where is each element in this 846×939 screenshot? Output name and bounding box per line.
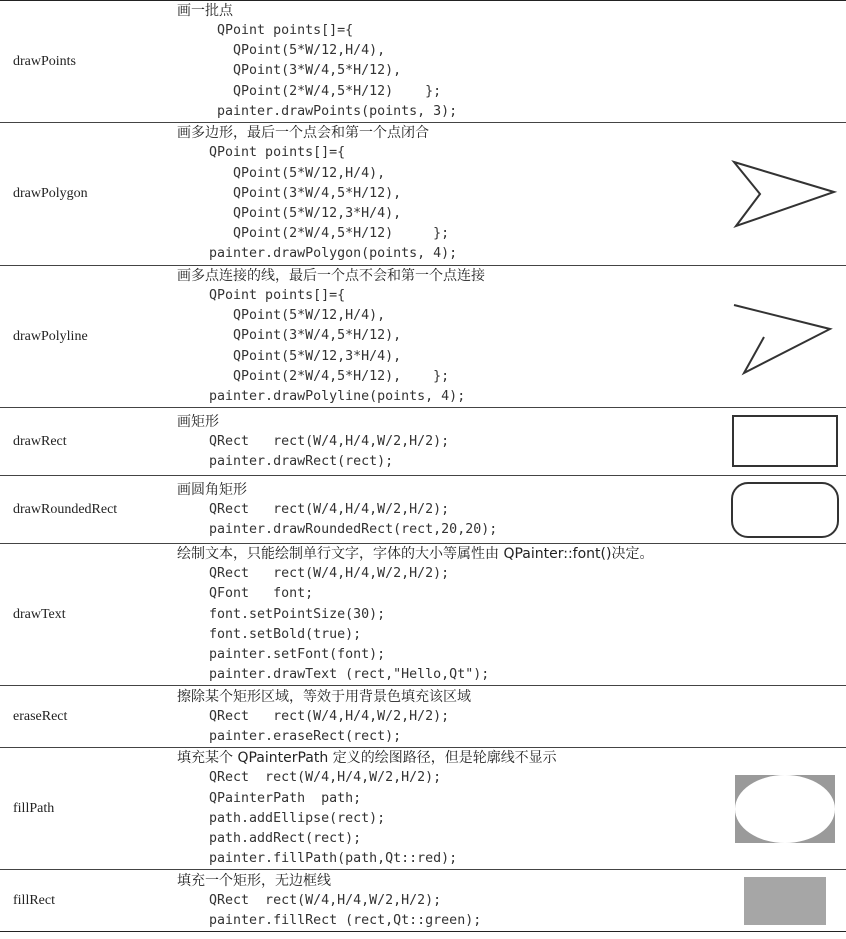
figure-cell (724, 266, 846, 408)
rect-figure (730, 412, 840, 472)
method-title: 擦除某个矩形区域，等效于用背景色填充该区域 (177, 688, 471, 705)
code-snippet: QRect rect(W/4,H/4,W/2,H/2); QPainterPath path; path.addEllipse(rect); path.addRect(rect); painter.fillPath(path,Qt::red); (209, 770, 458, 867)
method-title: 填充某个 QPainterPath 定义的绘图路径，但是轮廓线不显示 (177, 750, 557, 767)
method-name: eraseRect (13, 708, 68, 724)
table-row (0, 544, 846, 686)
method-name: drawText (13, 606, 66, 622)
method-description (165, 870, 724, 932)
code-snippet: QPoint points[]={ QPoint(5*W/12,H/4), QPoint(3*W/4,5*H/12), QPoint(5*W/12,3*H/4), QPoint(2*W/4,5*H/12), }; painter.drawPolyline(points, 4); (209, 288, 466, 405)
polygon-figure (730, 154, 840, 234)
method-description (165, 686, 724, 748)
rounded-rect-figure (729, 479, 841, 541)
code-snippet: QRect rect(W/4,H/4,W/2,H/2); painter.eraseRect(rect); (209, 708, 450, 744)
figure-cell (724, 408, 846, 476)
table-row (0, 1, 846, 123)
method-name: fillPath (13, 800, 55, 816)
code-snippet: QRect rect(W/4,H/4,W/2,H/2); QFont font; font.setPointSize(30); font.setBold(true); painter.setFont(font); painter.drawText (rect,"Hello,Qt"); (209, 566, 490, 683)
table-row (0, 686, 846, 748)
fill-path-figure (735, 775, 835, 843)
code-snippet: QRect rect(W/4,H/4,W/2,H/2); painter.drawRoundedRect(rect,20,20); (209, 501, 498, 537)
fill-rect-figure (744, 877, 826, 925)
figure-cell (724, 544, 846, 686)
table-row (0, 870, 846, 932)
method-title: 填充一个矩形，无边框线 (177, 872, 331, 889)
table-row (0, 123, 846, 266)
method-name: drawPolyline (13, 328, 88, 344)
figure-cell (724, 123, 846, 266)
figure-cell (724, 686, 846, 748)
code-snippet: QPoint points[]={ QPoint(5*W/12,H/4), QPoint(3*W/4,5*H/12), QPoint(5*W/12,3*H/4), QPoint(2*W/4,5*H/12) }; painter.drawPolygon(points, 4); (209, 145, 458, 262)
code-snippet: QPoint points[]={ QPoint(5*W/12,H/4), QPoint(3*W/4,5*H/12), QPoint(2*W/4,5*H/12) }; painter.drawPoints(points, 3); (217, 23, 458, 119)
table-row (0, 408, 846, 476)
table-row (0, 266, 846, 408)
figure-cell (724, 870, 846, 932)
polyline-figure (730, 297, 840, 377)
method-description (165, 748, 724, 870)
method-name: fillRect (13, 892, 55, 908)
method-description (165, 266, 724, 408)
method-name: drawRoundedRect (13, 501, 118, 517)
method-description (165, 1, 724, 123)
method-title: 画矩形 (177, 413, 219, 430)
figure-cell (724, 476, 846, 544)
method-description (165, 476, 724, 544)
method-title: 绘制文本，只能绘制单行文字，字体的大小等属性由 QPainter::font()决定。 (177, 546, 654, 563)
table-row (0, 476, 846, 544)
table-row (0, 748, 846, 870)
method-title: 画圆角矩形 (177, 481, 247, 498)
code-snippet: QRect rect(W/4,H/4,W/2,H/2); painter.fillRect (rect,Qt::green); (209, 892, 482, 928)
method-title: 画多点连接的线，最后一个点不会和第一个点连接 (177, 268, 485, 285)
method-title: 画一批点 (177, 3, 233, 19)
method-description (165, 544, 724, 686)
method-name: drawPolygon (13, 186, 88, 202)
method-description (165, 408, 724, 476)
code-snippet: QRect rect(W/4,H/4,W/2,H/2); painter.drawRect(rect); (209, 433, 450, 469)
figure-cell (724, 748, 846, 870)
method-description (165, 123, 724, 266)
figure-cell (724, 1, 846, 123)
method-name: drawPoints (13, 53, 76, 69)
method-title: 画多边形，最后一个点会和第一个点闭合 (177, 125, 429, 142)
method-name: drawRect (13, 433, 67, 449)
